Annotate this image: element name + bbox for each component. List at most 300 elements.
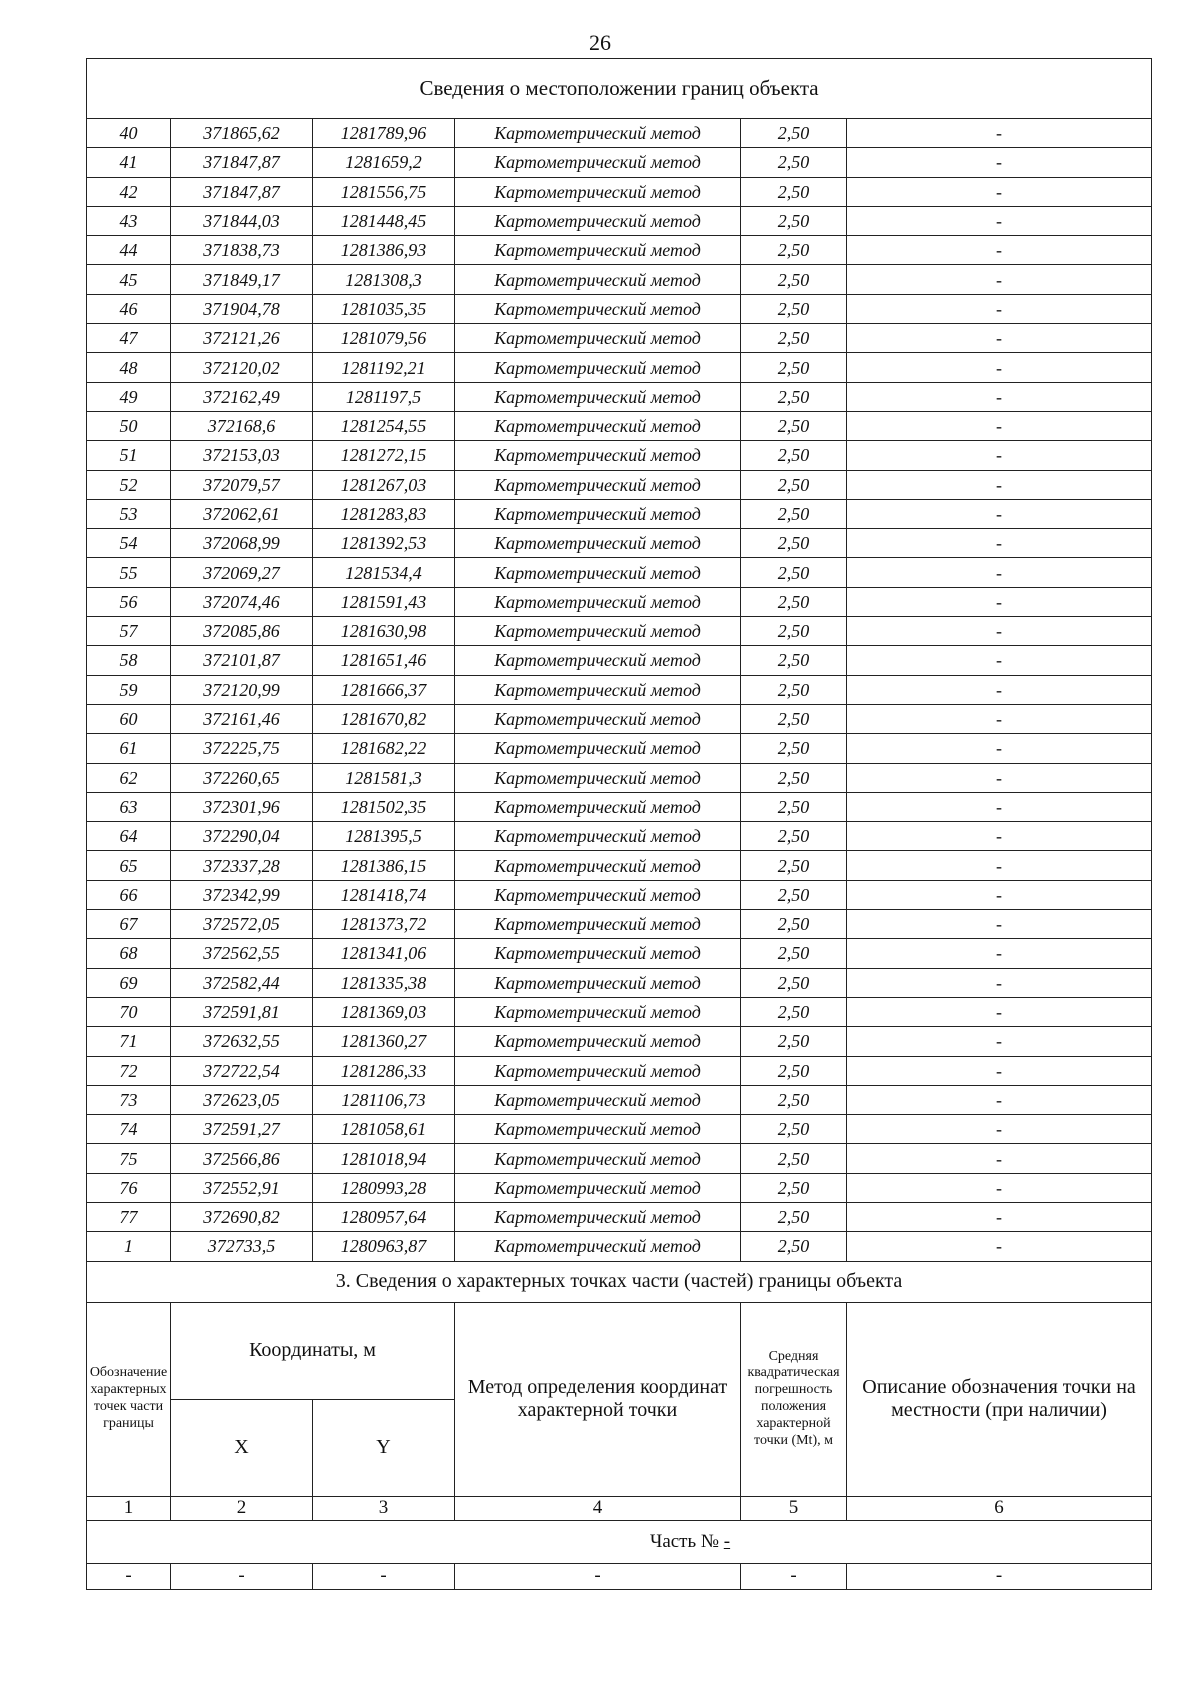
point-number: 69 bbox=[87, 968, 171, 997]
method: Картометрический метод bbox=[455, 236, 741, 265]
accuracy: 2,50 bbox=[741, 324, 847, 353]
coordinate-x: 372121,26 bbox=[171, 324, 313, 353]
header-method: Метод определения координат характерной точки bbox=[455, 1302, 741, 1496]
description: - bbox=[847, 148, 1152, 177]
point-number: 56 bbox=[87, 587, 171, 616]
point-number: 72 bbox=[87, 1056, 171, 1085]
point-number: 74 bbox=[87, 1115, 171, 1144]
method: Картометрический метод bbox=[455, 148, 741, 177]
method: Картометрический метод bbox=[455, 1027, 741, 1056]
coordinate-x: 372225,75 bbox=[171, 734, 313, 763]
coordinate-y: 1281254,55 bbox=[313, 411, 455, 440]
coordinate-x: 372722,54 bbox=[171, 1056, 313, 1085]
accuracy: 2,50 bbox=[741, 910, 847, 939]
table-row bbox=[87, 910, 1152, 939]
point-number: 55 bbox=[87, 558, 171, 587]
coordinate-y: 1281448,45 bbox=[313, 206, 455, 235]
coordinate-x: 371838,73 bbox=[171, 236, 313, 265]
point-number: 43 bbox=[87, 206, 171, 235]
coordinate-y: 1281386,15 bbox=[313, 851, 455, 880]
coordinate-x: 372623,05 bbox=[171, 1085, 313, 1114]
description: - bbox=[847, 441, 1152, 470]
point-number: 63 bbox=[87, 792, 171, 821]
accuracy: 2,50 bbox=[741, 851, 847, 880]
coordinate-y: 1281335,38 bbox=[313, 968, 455, 997]
method: Картометрический метод bbox=[455, 734, 741, 763]
description: - bbox=[847, 119, 1152, 148]
coordinate-x: 372120,99 bbox=[171, 675, 313, 704]
coordinate-x: 371847,87 bbox=[171, 177, 313, 206]
table-row bbox=[87, 441, 1152, 470]
description: - bbox=[847, 851, 1152, 880]
coordinate-y: 1281659,2 bbox=[313, 148, 455, 177]
description: - bbox=[847, 792, 1152, 821]
coordinate-x: 372062,61 bbox=[171, 499, 313, 528]
accuracy: 2,50 bbox=[741, 206, 847, 235]
coordinate-y: 1281630,98 bbox=[313, 617, 455, 646]
description: - bbox=[847, 968, 1152, 997]
accuracy: 2,50 bbox=[741, 236, 847, 265]
accuracy: 2,50 bbox=[741, 119, 847, 148]
method: Картометрический метод bbox=[455, 1173, 741, 1202]
header-row bbox=[87, 1302, 1152, 1399]
accuracy: 2,50 bbox=[741, 734, 847, 763]
coordinate-y: 1281106,73 bbox=[313, 1085, 455, 1114]
description: - bbox=[847, 939, 1152, 968]
coordinate-y: 1281360,27 bbox=[313, 1027, 455, 1056]
method: Картометрический метод bbox=[455, 997, 741, 1026]
description: - bbox=[847, 704, 1152, 733]
method: Картометрический метод bbox=[455, 441, 741, 470]
description: - bbox=[847, 997, 1152, 1026]
table-row bbox=[87, 265, 1152, 294]
coordinate-x: 372085,86 bbox=[171, 617, 313, 646]
method: Картометрический метод bbox=[455, 587, 741, 616]
coordinate-y: 1281197,5 bbox=[313, 382, 455, 411]
table-row bbox=[87, 880, 1152, 909]
part-cell bbox=[87, 1520, 1152, 1563]
coordinate-y: 1280993,28 bbox=[313, 1173, 455, 1202]
boundary-table bbox=[86, 58, 1152, 1590]
coordinate-y: 1281789,96 bbox=[313, 119, 455, 148]
column-number: 1 bbox=[87, 1496, 171, 1520]
point-number: 50 bbox=[87, 411, 171, 440]
description: - bbox=[847, 675, 1152, 704]
method: Картометрический метод bbox=[455, 675, 741, 704]
method: Картометрический метод bbox=[455, 294, 741, 323]
point-number: 58 bbox=[87, 646, 171, 675]
coordinate-x: 372120,02 bbox=[171, 353, 313, 382]
table-row bbox=[87, 1144, 1152, 1173]
table-row bbox=[87, 206, 1152, 235]
description: - bbox=[847, 1085, 1152, 1114]
description: - bbox=[847, 353, 1152, 382]
column-number: 2 bbox=[171, 1496, 313, 1520]
empty-cell: - bbox=[741, 1563, 847, 1589]
header-point-label: Обозначение характерных точек части границы bbox=[87, 1302, 171, 1496]
coordinate-y: 1281502,35 bbox=[313, 792, 455, 821]
table-row bbox=[87, 851, 1152, 880]
column-number: 5 bbox=[741, 1496, 847, 1520]
accuracy: 2,50 bbox=[741, 411, 847, 440]
method: Картометрический метод bbox=[455, 206, 741, 235]
point-number: 75 bbox=[87, 1144, 171, 1173]
description: - bbox=[847, 1027, 1152, 1056]
point-number: 49 bbox=[87, 382, 171, 411]
description: - bbox=[847, 880, 1152, 909]
point-number: 65 bbox=[87, 851, 171, 880]
coordinate-y: 1281308,3 bbox=[313, 265, 455, 294]
point-number: 73 bbox=[87, 1085, 171, 1114]
coordinate-x: 372342,99 bbox=[171, 880, 313, 909]
coordinate-x: 372153,03 bbox=[171, 441, 313, 470]
point-number: 64 bbox=[87, 822, 171, 851]
accuracy: 2,50 bbox=[741, 997, 847, 1026]
accuracy: 2,50 bbox=[741, 499, 847, 528]
point-number: 40 bbox=[87, 119, 171, 148]
coordinate-y: 1281058,61 bbox=[313, 1115, 455, 1144]
description: - bbox=[847, 177, 1152, 206]
method: Картометрический метод bbox=[455, 1056, 741, 1085]
table-row bbox=[87, 1085, 1152, 1114]
accuracy: 2,50 bbox=[741, 148, 847, 177]
part-label bbox=[650, 1531, 730, 1553]
point-number: 1 bbox=[87, 1232, 171, 1261]
coordinate-y: 1281666,37 bbox=[313, 675, 455, 704]
accuracy: 2,50 bbox=[741, 1202, 847, 1231]
accuracy: 2,50 bbox=[741, 587, 847, 616]
description: - bbox=[847, 822, 1152, 851]
coordinate-x: 372552,91 bbox=[171, 1173, 313, 1202]
table-row bbox=[87, 939, 1152, 968]
table-row bbox=[87, 675, 1152, 704]
accuracy: 2,50 bbox=[741, 822, 847, 851]
accuracy: 2,50 bbox=[741, 382, 847, 411]
method: Картометрический метод bbox=[455, 265, 741, 294]
description: - bbox=[847, 1144, 1152, 1173]
table-row bbox=[87, 411, 1152, 440]
table-row bbox=[87, 734, 1152, 763]
coordinate-x: 372162,49 bbox=[171, 382, 313, 411]
accuracy: 2,50 bbox=[741, 529, 847, 558]
coordinate-x: 372572,05 bbox=[171, 910, 313, 939]
point-number: 47 bbox=[87, 324, 171, 353]
accuracy: 2,50 bbox=[741, 1085, 847, 1114]
method: Картометрический метод bbox=[455, 1115, 741, 1144]
description: - bbox=[847, 1056, 1152, 1085]
point-number: 66 bbox=[87, 880, 171, 909]
accuracy: 2,50 bbox=[741, 880, 847, 909]
coordinate-x: 372566,86 bbox=[171, 1144, 313, 1173]
column-number: 6 bbox=[847, 1496, 1152, 1520]
description: - bbox=[847, 763, 1152, 792]
coordinate-x: 372260,65 bbox=[171, 763, 313, 792]
header-y: Y bbox=[313, 1399, 455, 1496]
description: - bbox=[847, 470, 1152, 499]
coordinate-x: 372101,87 bbox=[171, 646, 313, 675]
table-row bbox=[87, 499, 1152, 528]
column-numbers-row bbox=[87, 1496, 1152, 1520]
point-number: 57 bbox=[87, 617, 171, 646]
method: Картометрический метод bbox=[455, 1144, 741, 1173]
column-number: 4 bbox=[455, 1496, 741, 1520]
table-row bbox=[87, 617, 1152, 646]
accuracy: 2,50 bbox=[741, 470, 847, 499]
point-number: 41 bbox=[87, 148, 171, 177]
method: Картометрический метод bbox=[455, 968, 741, 997]
table-row bbox=[87, 236, 1152, 265]
coordinate-x: 372690,82 bbox=[171, 1202, 313, 1231]
accuracy: 2,50 bbox=[741, 1232, 847, 1261]
point-number: 71 bbox=[87, 1027, 171, 1056]
method: Картометрический метод bbox=[455, 558, 741, 587]
method: Картометрический метод bbox=[455, 822, 741, 851]
coordinate-y: 1281373,72 bbox=[313, 910, 455, 939]
description: - bbox=[847, 382, 1152, 411]
empty-cell: - bbox=[847, 1563, 1152, 1589]
description: - bbox=[847, 646, 1152, 675]
method: Картометрический метод bbox=[455, 119, 741, 148]
table-title: Сведения о местоположении границ объекта bbox=[87, 59, 1152, 119]
coordinate-y: 1281392,53 bbox=[313, 529, 455, 558]
coordinate-x: 372290,04 bbox=[171, 822, 313, 851]
coordinate-y: 1281283,83 bbox=[313, 499, 455, 528]
accuracy: 2,50 bbox=[741, 704, 847, 733]
method: Картометрический метод bbox=[455, 1202, 741, 1231]
method: Картометрический метод bbox=[455, 851, 741, 880]
coordinate-y: 1281286,33 bbox=[313, 1056, 455, 1085]
coordinate-y: 1281651,46 bbox=[313, 646, 455, 675]
table-row bbox=[87, 119, 1152, 148]
accuracy: 2,50 bbox=[741, 1056, 847, 1085]
point-number: 67 bbox=[87, 910, 171, 939]
method: Картометрический метод bbox=[455, 353, 741, 382]
accuracy: 2,50 bbox=[741, 939, 847, 968]
method: Картометрический метод bbox=[455, 529, 741, 558]
table-title-row bbox=[87, 59, 1152, 119]
description: - bbox=[847, 294, 1152, 323]
point-number: 59 bbox=[87, 675, 171, 704]
coordinate-y: 1281534,4 bbox=[313, 558, 455, 587]
accuracy: 2,50 bbox=[741, 675, 847, 704]
method: Картометрический метод bbox=[455, 939, 741, 968]
empty-cell: - bbox=[313, 1563, 455, 1589]
coordinate-x: 372069,27 bbox=[171, 558, 313, 587]
point-number: 62 bbox=[87, 763, 171, 792]
table-row bbox=[87, 1173, 1152, 1202]
part-row bbox=[87, 1520, 1152, 1563]
coordinate-x: 372068,99 bbox=[171, 529, 313, 558]
point-number: 53 bbox=[87, 499, 171, 528]
point-number: 45 bbox=[87, 265, 171, 294]
point-number: 48 bbox=[87, 353, 171, 382]
accuracy: 2,50 bbox=[741, 1173, 847, 1202]
method: Картометрический метод bbox=[455, 324, 741, 353]
table-row bbox=[87, 353, 1152, 382]
description: - bbox=[847, 236, 1152, 265]
coordinate-x: 372591,27 bbox=[171, 1115, 313, 1144]
coordinate-x: 371844,03 bbox=[171, 206, 313, 235]
point-number: 60 bbox=[87, 704, 171, 733]
coordinate-x: 372733,5 bbox=[171, 1232, 313, 1261]
section-3-title: 3. Сведения о характерных точках части (частей) границы объекта bbox=[87, 1261, 1152, 1302]
method: Картометрический метод bbox=[455, 1085, 741, 1114]
point-number: 52 bbox=[87, 470, 171, 499]
accuracy: 2,50 bbox=[741, 177, 847, 206]
method: Картометрический метод bbox=[455, 763, 741, 792]
coordinate-x: 372161,46 bbox=[171, 704, 313, 733]
coordinate-y: 1281591,43 bbox=[313, 587, 455, 616]
table-row bbox=[87, 470, 1152, 499]
coordinate-y: 1281556,75 bbox=[313, 177, 455, 206]
accuracy: 2,50 bbox=[741, 1027, 847, 1056]
table-row bbox=[87, 382, 1152, 411]
description: - bbox=[847, 1202, 1152, 1231]
method: Картометрический метод bbox=[455, 177, 741, 206]
table-row bbox=[87, 822, 1152, 851]
table-row bbox=[87, 792, 1152, 821]
coordinate-x: 372582,44 bbox=[171, 968, 313, 997]
coordinate-y: 1281035,35 bbox=[313, 294, 455, 323]
method: Картометрический метод bbox=[455, 411, 741, 440]
coordinate-x: 371847,87 bbox=[171, 148, 313, 177]
column-number: 3 bbox=[313, 1496, 455, 1520]
table-row bbox=[87, 1232, 1152, 1261]
part-label-text: Часть № bbox=[649, 1530, 720, 1552]
page-number: 26 bbox=[589, 30, 611, 55]
coordinate-y: 1281192,21 bbox=[313, 353, 455, 382]
coordinate-y: 1281272,15 bbox=[313, 441, 455, 470]
accuracy: 2,50 bbox=[741, 1115, 847, 1144]
coordinate-y: 1281581,3 bbox=[313, 763, 455, 792]
accuracy: 2,50 bbox=[741, 1144, 847, 1173]
method: Картометрический метод bbox=[455, 470, 741, 499]
coordinate-y: 1281369,03 bbox=[313, 997, 455, 1026]
table-row bbox=[87, 704, 1152, 733]
method: Картометрический метод bbox=[455, 382, 741, 411]
method: Картометрический метод bbox=[455, 646, 741, 675]
accuracy: 2,50 bbox=[741, 968, 847, 997]
method: Картометрический метод bbox=[455, 704, 741, 733]
description: - bbox=[847, 910, 1152, 939]
table-row bbox=[87, 1027, 1152, 1056]
coordinate-x: 372168,6 bbox=[171, 411, 313, 440]
header-accuracy: Средняя квадратическая погрешность положения характерной точки (Mt), м bbox=[741, 1302, 847, 1496]
point-number: 70 bbox=[87, 997, 171, 1026]
coordinate-y: 1281670,82 bbox=[313, 704, 455, 733]
point-number: 51 bbox=[87, 441, 171, 470]
empty-cell: - bbox=[87, 1563, 171, 1589]
header-x: X bbox=[171, 1399, 313, 1496]
point-number: 44 bbox=[87, 236, 171, 265]
point-number: 77 bbox=[87, 1202, 171, 1231]
coordinate-y: 1281395,5 bbox=[313, 822, 455, 851]
table-row bbox=[87, 324, 1152, 353]
description: - bbox=[847, 529, 1152, 558]
section-3-title-row bbox=[87, 1261, 1152, 1302]
table-row bbox=[87, 1115, 1152, 1144]
table-row bbox=[87, 558, 1152, 587]
method: Картометрический метод bbox=[455, 792, 741, 821]
coordinate-y: 1281018,94 bbox=[313, 1144, 455, 1173]
empty-cell: - bbox=[171, 1563, 313, 1589]
coordinate-y: 1281267,03 bbox=[313, 470, 455, 499]
point-number: 76 bbox=[87, 1173, 171, 1202]
coordinate-x: 371865,62 bbox=[171, 119, 313, 148]
part-value: - bbox=[723, 1530, 731, 1552]
description: - bbox=[847, 734, 1152, 763]
coordinate-y: 1281418,74 bbox=[313, 880, 455, 909]
accuracy: 2,50 bbox=[741, 792, 847, 821]
coordinate-y: 1281386,93 bbox=[313, 236, 455, 265]
description: - bbox=[847, 1232, 1152, 1261]
table-row bbox=[87, 587, 1152, 616]
table-row bbox=[87, 1056, 1152, 1085]
coordinate-x: 372337,28 bbox=[171, 851, 313, 880]
empty-part-row bbox=[87, 1563, 1152, 1589]
accuracy: 2,50 bbox=[741, 646, 847, 675]
coordinate-x: 372301,96 bbox=[171, 792, 313, 821]
coordinate-y: 1281682,22 bbox=[313, 734, 455, 763]
point-number: 68 bbox=[87, 939, 171, 968]
point-number: 61 bbox=[87, 734, 171, 763]
table-row bbox=[87, 529, 1152, 558]
coordinate-y: 1280957,64 bbox=[313, 1202, 455, 1231]
header-description: Описание обозначения точки на местности (при наличии) bbox=[847, 1302, 1152, 1496]
table-row bbox=[87, 763, 1152, 792]
table-row bbox=[87, 294, 1152, 323]
coordinate-y: 1280963,87 bbox=[313, 1232, 455, 1261]
coordinate-x: 372079,57 bbox=[171, 470, 313, 499]
coordinate-x: 372632,55 bbox=[171, 1027, 313, 1056]
coordinate-y: 1281079,56 bbox=[313, 324, 455, 353]
accuracy: 2,50 bbox=[741, 763, 847, 792]
method: Картометрический метод bbox=[455, 499, 741, 528]
table-row bbox=[87, 968, 1152, 997]
coordinate-x: 371904,78 bbox=[171, 294, 313, 323]
method: Картометрический метод bbox=[455, 880, 741, 909]
empty-cell: - bbox=[455, 1563, 741, 1589]
method: Картометрический метод bbox=[455, 617, 741, 646]
accuracy: 2,50 bbox=[741, 558, 847, 587]
accuracy: 2,50 bbox=[741, 265, 847, 294]
description: - bbox=[847, 411, 1152, 440]
coordinate-x: 372074,46 bbox=[171, 587, 313, 616]
method: Картометрический метод bbox=[455, 910, 741, 939]
table-row bbox=[87, 1202, 1152, 1231]
description: - bbox=[847, 324, 1152, 353]
accuracy: 2,50 bbox=[741, 441, 847, 470]
accuracy: 2,50 bbox=[741, 294, 847, 323]
point-number: 46 bbox=[87, 294, 171, 323]
point-number: 42 bbox=[87, 177, 171, 206]
coordinate-x: 371849,17 bbox=[171, 265, 313, 294]
accuracy: 2,50 bbox=[741, 353, 847, 382]
point-number: 54 bbox=[87, 529, 171, 558]
header-coordinates: Координаты, м bbox=[171, 1302, 455, 1399]
description: - bbox=[847, 499, 1152, 528]
method: Картометрический метод bbox=[455, 1232, 741, 1261]
description: - bbox=[847, 265, 1152, 294]
description: - bbox=[847, 1115, 1152, 1144]
description: - bbox=[847, 617, 1152, 646]
description: - bbox=[847, 206, 1152, 235]
description: - bbox=[847, 1173, 1152, 1202]
coordinate-x: 372591,81 bbox=[171, 997, 313, 1026]
accuracy: 2,50 bbox=[741, 617, 847, 646]
description: - bbox=[847, 558, 1152, 587]
coordinate-y: 1281341,06 bbox=[313, 939, 455, 968]
